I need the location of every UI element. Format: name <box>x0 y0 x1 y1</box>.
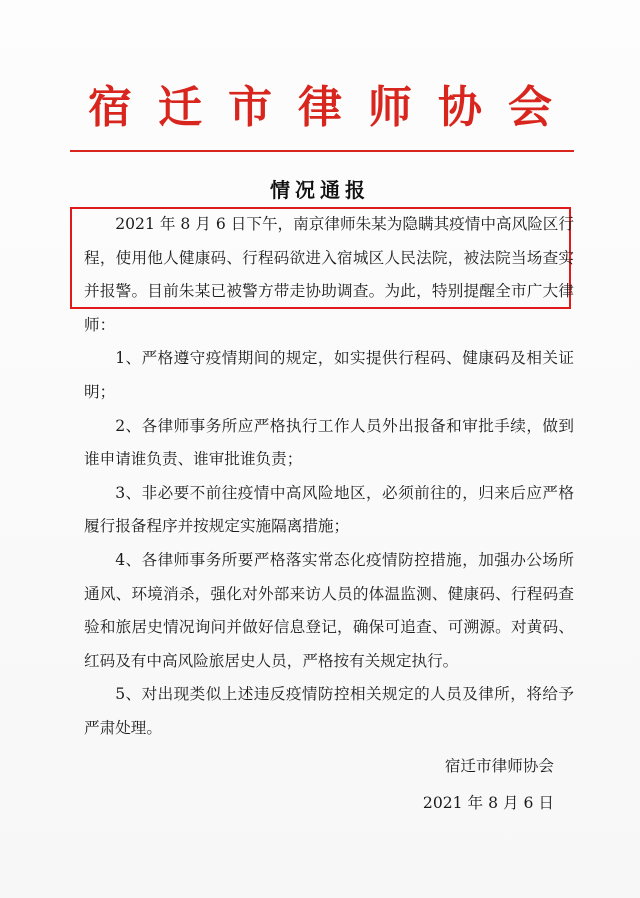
document-body <box>84 208 574 746</box>
signature-date: 2021 年 8 月 6 日 <box>422 794 554 812</box>
header-divider-line <box>70 150 574 152</box>
signature-organization: 宿迁市律师协会 <box>444 757 554 775</box>
list-item: 1、严格遵守疫情期间的规定，如实提供行程码、健康码及相关证明； <box>84 349 574 401</box>
list-item: 2、各律师事务所应严格执行工作人员外出报备和审批手续，做到谁申请谁负责、谁审批谁负责； <box>84 416 574 469</box>
list-item: 3、非必要不前往疫情中高风险地区，必须前往的，归来后应严格履行报备程序并按规定实施隔离措施； <box>84 483 574 536</box>
intro-paragraph: 2021 年 8 月 6 日下午，南京律师朱某为隐瞒其疫情中高风险区行程，使用他人健康码、行程码欲进入宿城区人民法院，被法院当场查实并报警。目前朱某已被警方带走协助调查。为此，特别提醒全市广大律师： <box>84 215 574 334</box>
document-title: 情况通报 <box>270 178 370 202</box>
signature-block <box>423 748 554 822</box>
organization-header: 宿迁市律师协会 <box>88 82 578 133</box>
list-item: 4、各律师事务所要严格落实常态化疫情防控措施，加强办公场所通风、环境消杀，强化对外部来访人员的体温监测、健康码、行程码查验和旅居史情况询问并做好信息登记，确保可追查、可溯源。对黄码、红码及有中高风险旅居史人员，严格按有关规定执行。 <box>84 550 574 670</box>
list-item: 5、对出现类似上述违反疫情防控相关规定的人员及律所，将给予严肃处理。 <box>84 685 574 737</box>
